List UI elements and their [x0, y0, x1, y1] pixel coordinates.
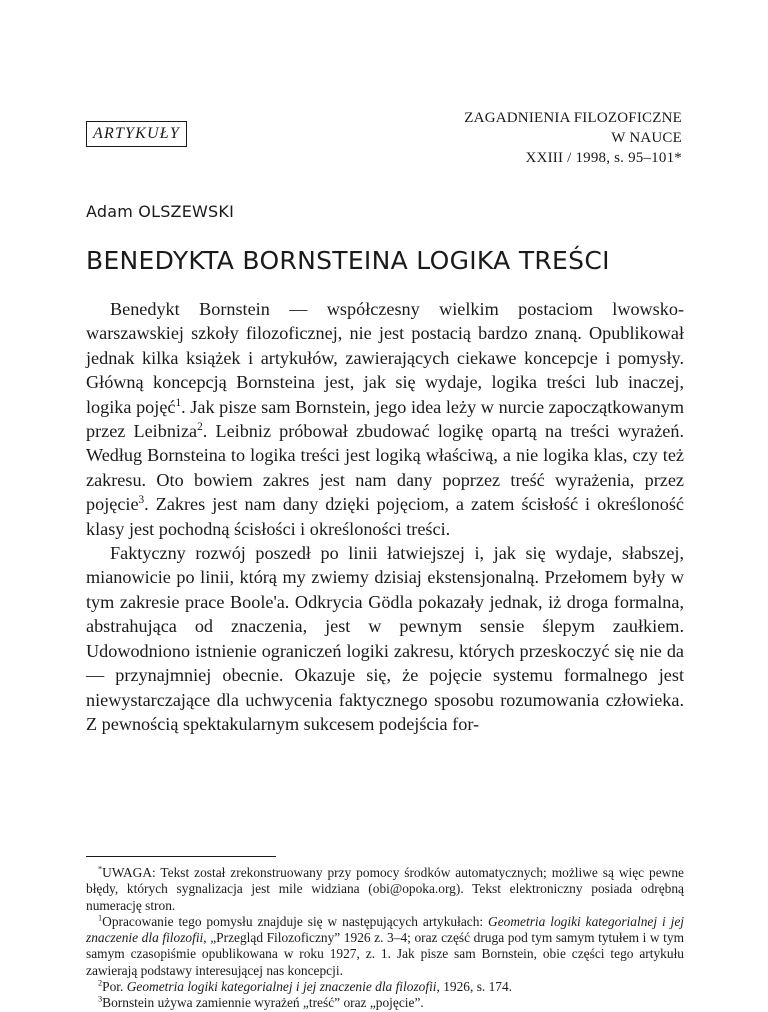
journal-subtitle: W NAUCE	[611, 130, 682, 146]
footnote-text: Por.	[102, 979, 127, 995]
author-name: Adam OLSZEWSKI	[86, 202, 235, 221]
footnote-mark: 3	[98, 994, 103, 1004]
section-label: ARTYKUŁY	[86, 121, 187, 147]
footnote-mark: *	[98, 864, 103, 874]
journal-volume: XXIII / 1998, s. 95–101*	[525, 150, 682, 166]
footnote-text: , 1926, s. 174.	[436, 979, 513, 995]
journal-name: ZAGADNIENIA FILOZOFICZNE	[464, 110, 682, 126]
footnote-mark: 1	[98, 913, 103, 923]
article-title: BENEDYKTA BORNSTEINA LOGIKA TREŚCI	[86, 246, 610, 275]
paragraph	[86, 297, 684, 541]
footnote-work-title: Geometria logiki kategorialnej i jej znaczenie dla filozofii	[126, 979, 437, 995]
footnote-ref-3[interactable]: 3	[138, 494, 145, 507]
paragraph: Faktyczny rozwój poszedł po linii łatwiejszej i, jak się wydaje, słabszej, mianowicie po linii, którą my zwiemy dzisiaj ekstensjonalną. Przełomem były w tym zakresie prace Boole'a. Odkrycia Gödla pokazały jednak, iż droga formalna, abstrahująca od znaczenia, jest w pewnym sensie ślepym zaułkiem. Udowodniono istnienie ograniczeń logiki zakresu, których przeskoczyć się nie da — przynajmniej obecnie. Okazuje się, że pojęcie systemu formalnego jest niewystarczające dla uchwycenia faktycznego sposobu rozumowania człowieka. Z pewnością spektakularnym sukcesem podejścia for-	[86, 543, 684, 734]
footnote-divider	[86, 856, 276, 857]
footnotes	[86, 865, 684, 1012]
footnote-ref-1[interactable]: 1	[175, 396, 182, 409]
footnote-text: UWAGA: Tekst został zrekonstruowany przy pomocy środków automatycznych; możliwe są więc pewne błędy, których sygnalizacja jest mile widziana (obi@opoka.org). Tekst elektroniczny posiada odrębną numerację stron.	[86, 865, 684, 913]
text-run: . Jak pisze sam Bornstein, jego idea leży w nurcie zapoczątkowanym przez Leibniza	[86, 396, 684, 442]
footnote-text: , „Przegląd Filozoficzny” 1926 z. 3–4; oraz część druga pod tym samym tytułem i w tym samym czasopiśmie opublikowana w roku 1927, z. 1. Jak pisze sam Bornstein, obie części tego artykułu zawierają podstawy interesującej nas koncepcji.	[86, 930, 684, 978]
footnote-2	[86, 979, 684, 995]
footnote-text: Opracowanie tego pomysłu znajduje się w następujących artykułach:	[102, 913, 489, 929]
journal-header	[464, 108, 682, 168]
footnote-mark: 2	[98, 978, 103, 988]
footnote-3	[86, 995, 684, 1011]
text-run: . Zakres jest nam dany dzięki pojęciom, a zatem ścisłość i określoność klasy jest pochodną ścisłości i określoności treści.	[86, 494, 684, 539]
footnote-star	[86, 865, 684, 914]
article-body	[86, 297, 684, 736]
footnote-work-title: Geometria logiki kategorialnej i jej znaczenie dla filozofii	[86, 913, 684, 946]
footnote-ref-2[interactable]: 2	[197, 420, 203, 433]
footnote-1	[86, 914, 684, 979]
text-run: Benedykt Bornstein — współczesny wielkim postaciom lwowsko-warszawskiej szkoły filozoficznej, nie jest postacią bardzo znaną. Opublikował jednak kilka książek i artykułów, zawierających ciekawe koncepcje i pomysły. Główną koncepcją Bornsteina jest, jak się wydaje, logika treści lub inaczej, logika pojęć	[86, 299, 684, 417]
text-run: . Leibniz próbował zbudować logikę opartą na treści wyrażeń. Według Bornsteina to logika treści jest logiką właściwą, a nie logika klas, czy też zakresu. Oto bowiem zakres jest nam dany poprzez treść wyrażenia, przez pojęcie	[86, 421, 684, 515]
footnote-text: Bornstein używa zamiennie wyrażeń „treść” oraz „pojęcie”.	[102, 995, 424, 1011]
